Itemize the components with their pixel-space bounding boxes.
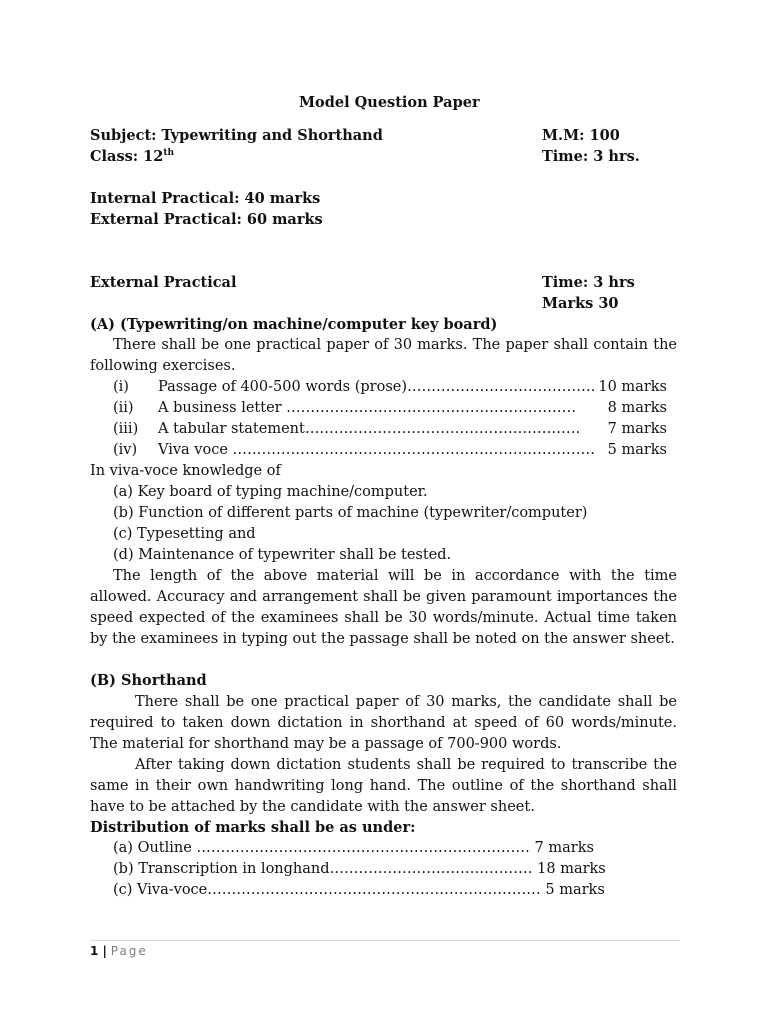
exercise-text: Passage of 400-500 words (prose)………………………………… <box>158 379 596 395</box>
page-title: Model Question Paper <box>299 94 480 111</box>
max-marks: M.M: 100 <box>542 127 620 144</box>
external-time: Time: 3 hrs <box>542 274 635 291</box>
subject-line: Subject: Typewriting and Shorthand <box>90 127 383 144</box>
distribution-item: (a) Outline …………………………………………………………… 7 marks <box>113 840 594 856</box>
distribution-item: (b) Transcription in longhand…………………………………… 18 marks <box>113 861 606 877</box>
distribution-heading: Distribution of marks shall be as under: <box>90 819 416 836</box>
section-a-heading: (A) (Typewriting/on machine/computer key board) <box>90 316 498 333</box>
class-line <box>90 148 174 165</box>
class-label: Class: 12 <box>90 148 164 165</box>
page-label: Page <box>110 944 148 958</box>
exercise-text: A tabular statement………………………………………………… <box>158 421 581 437</box>
exercise-marks: 8 marks <box>607 400 667 416</box>
internal-practical: Internal Practical: 40 marks <box>90 190 321 207</box>
exercise-number: (ii) <box>113 400 134 416</box>
section-b-paragraph-1: There shall be one practical paper of 30 marks, the candidate shall be required to taken down dictation in shorthand at speed of 60 words/minute. The material for shorthand may be a passage of 700-900 words. <box>90 694 677 752</box>
footer-divider <box>90 940 680 941</box>
page-number: 1 | <box>90 944 107 958</box>
section-b-paragraph-2: After taking down dictation students shall be required to transcribe the same in their own handwriting long hand. The outline of the shorthand shall have to be attached by the candidate with the answer sheet. <box>90 757 677 815</box>
external-practical: External Practical: 60 marks <box>90 211 323 228</box>
section-b-heading: (B) Shorthand <box>90 672 207 689</box>
page-footer <box>90 944 148 958</box>
viva-intro: In viva-voce knowledge of <box>90 463 281 479</box>
distribution-item: (c) Viva-voce…………………………………………………………… 5 marks <box>113 882 605 898</box>
exercise-marks: 7 marks <box>607 421 667 437</box>
section-a-intro: There shall be one practical paper of 30 marks. The paper shall contain the following exercises. <box>90 337 677 374</box>
external-practical-heading: External Practical <box>90 274 237 291</box>
external-marks: Marks 30 <box>542 295 619 312</box>
exercise-text: Viva voce ………………………………………………………………… <box>158 442 596 458</box>
viva-item: (a) Key board of typing machine/computer. <box>113 484 428 500</box>
exercise-marks: 10 marks <box>598 379 667 395</box>
viva-item: (c) Typesetting and <box>113 526 256 542</box>
exercise-number: (iii) <box>113 421 139 437</box>
exercise-row <box>113 377 667 398</box>
exercise-row <box>113 398 667 419</box>
exercise-number: (i) <box>113 379 129 395</box>
section-a-paragraph: The length of the above material will be in accordance with the time allowed. Accuracy and arrangement shall be given paramount importances the speed expected of the examinees shall be 30 words/minute. Actual time taken by the examinees in typing out the passage shall be noted on the answer sheet. <box>90 568 677 647</box>
exercise-marks: 5 marks <box>607 442 667 458</box>
time-line: Time: 3 hrs. <box>542 148 640 165</box>
viva-item: (d) Maintenance of typewriter shall be tested. <box>113 547 452 563</box>
exercise-number: (iv) <box>113 442 138 458</box>
exercise-text: A business letter …………………………………………………… <box>158 400 577 416</box>
exercise-row <box>113 419 667 440</box>
exercise-row <box>113 440 667 461</box>
class-superscript: th <box>163 148 175 158</box>
viva-item: (b) Function of different parts of machine (typewriter/computer) <box>113 505 588 521</box>
